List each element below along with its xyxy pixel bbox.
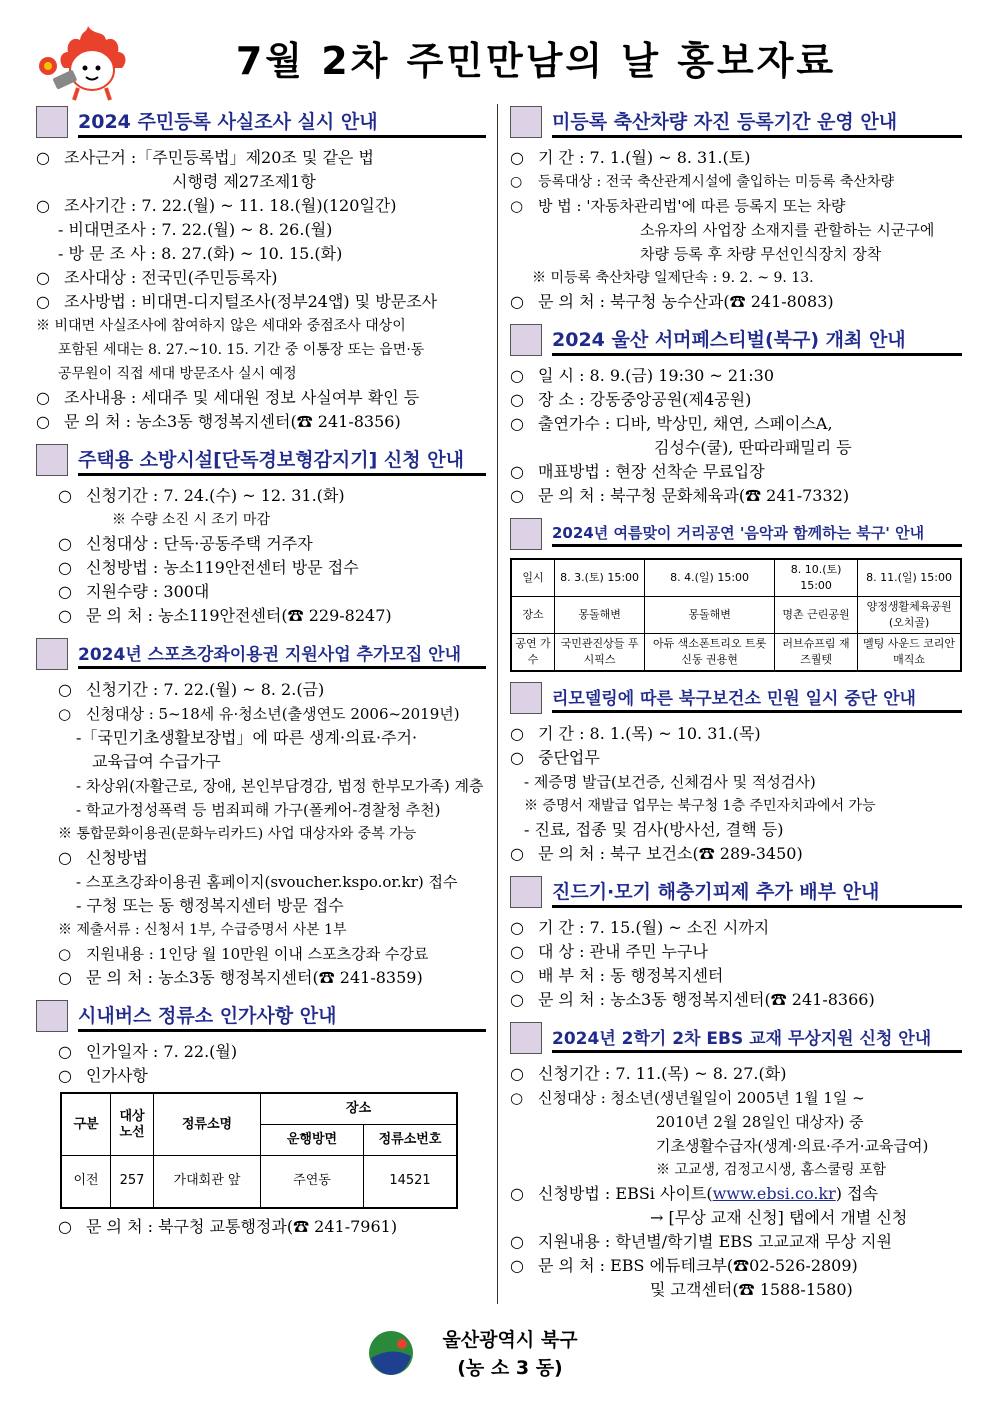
bullet-icon: ○ <box>510 748 524 767</box>
bullet-icon: ○ <box>58 1042 72 1061</box>
bullet-icon: ○ <box>510 844 524 863</box>
section-fire-detector <box>36 442 486 628</box>
info-line: 김성수(쿨), 딴따라패밀리 등 <box>654 438 852 457</box>
section-street-performance <box>510 516 962 672</box>
note-line: ※ 증명서 재발급 업무는 북구청 1층 주민자치과에서 가능 <box>524 798 876 814</box>
info-line: ○ 일 시 : 8. 9.(금) 19:30 ~ 21:30 <box>510 364 962 388</box>
table-cell: 러브슈프림 재즈퀄텟 <box>774 634 857 672</box>
info-line: ○ 장 소 : 강동중앙공원(제4공원) <box>510 388 962 412</box>
footer-org <box>420 1326 600 1382</box>
section-livestock-vehicle <box>510 104 962 314</box>
bullet-icon: ○ <box>510 390 524 409</box>
section-title: 2024년 스포츠강좌이용권 지원사업 추가모집 안내 <box>78 640 486 669</box>
bullet-icon: ○ <box>510 414 524 433</box>
table-cell: 가대회관 앞 <box>154 1156 261 1208</box>
right-column <box>510 100 962 1310</box>
info-line: ○ 신청대상 : 5~18세 유·청소년(출생연도 2006~2019년) <box>36 702 486 726</box>
bullet-icon: ○ <box>510 942 524 961</box>
info-line: ○ 출연가수 : 디바, 박상민, 채연, 스페이스A, <box>510 412 962 436</box>
note-line: ※ 비대면 사실조사에 참여하지 않은 세대와 중점조사 대상이 <box>36 318 406 334</box>
info-line: ○ 신청기간 : 7. 24.(수) ~ 12. 31.(화) <box>36 484 486 508</box>
footer-dong-name: (농 소 3 동) <box>457 1357 563 1379</box>
section-header <box>510 516 962 552</box>
bullet-icon: ○ <box>58 582 72 601</box>
bullet-icon: ○ <box>510 966 524 985</box>
contact-line: ○ 문 의 처 : 농소3동 행정복지센터(☎ 241-8356) <box>36 410 486 434</box>
section-marker <box>510 324 542 356</box>
info-line: ○ 대 상 : 관내 주민 누구나 <box>510 940 962 964</box>
bullet-icon: ○ <box>58 705 72 723</box>
info-line: ○ 인가사항 <box>36 1064 486 1088</box>
table-header: 정류소명 <box>154 1093 261 1156</box>
bullet-icon: ○ <box>58 486 72 505</box>
info-line: 차량 등록 후 차량 무선인식장치 장착 <box>640 245 882 263</box>
info-line: - 구청 또는 동 행정복지센터 방문 접수 <box>76 896 344 915</box>
note-line: ※ 미등록 축산차량 일제단속 : 9. 2. ~ 9. 13. <box>532 270 814 286</box>
info-line: ○ 신청방법 : 농소119안전센터 방문 접수 <box>36 556 486 580</box>
section-marker <box>36 444 68 476</box>
bullet-icon: ○ <box>58 1066 72 1085</box>
table-cell: 양정생활체육공원 (오치골) <box>858 597 961 634</box>
table-cell: 8. 11.(일) 15:00 <box>858 559 961 597</box>
info-line: - 스포츠강좌이용권 홈페이지(svoucher.kspo.or.kr) 접수 <box>76 873 458 891</box>
note-line: ※ 고교생, 검정고시생, 홈스쿨링 포함 <box>656 1162 887 1178</box>
section-marker <box>510 518 542 550</box>
info-line: → [무상 교재 신청] 탭에서 개별 신청 <box>650 1208 908 1227</box>
table-cell: 주연동 <box>261 1156 364 1208</box>
table-cell: 명촌 근린공원 <box>774 597 857 634</box>
section-marker <box>510 1022 542 1054</box>
section-marker <box>510 106 542 138</box>
bullet-icon: ○ <box>58 945 72 963</box>
mascot-icon <box>34 22 142 102</box>
table-cell: 몽돌해변 <box>645 597 775 634</box>
bullet-icon: ○ <box>510 1089 524 1107</box>
table-cell: 아듀 색소폰트리오 트롯신동 권용현 <box>645 634 775 672</box>
bullet-icon: ○ <box>58 680 72 699</box>
note-line: ※ 제출서류 : 신청서 1부, 수급증명서 사본 1부 <box>58 922 347 938</box>
contact-line: 및 고객센터(☎ 1588-1580) <box>650 1280 853 1299</box>
table-cell: 8. 3.(토) 15:00 <box>555 559 645 597</box>
section-title: 미등록 축산차량 자진 등록기간 운영 안내 <box>552 107 962 138</box>
bullet-icon: ○ <box>510 197 524 215</box>
section-marker <box>510 682 542 714</box>
section-marker <box>510 876 542 908</box>
section-insect-repellent <box>510 874 962 1012</box>
info-line: -「국민기초생활보장법」에 따른 생계·의료·주거· <box>76 728 418 747</box>
section-sports-voucher <box>36 636 486 990</box>
info-line: - 학교가정성폭력 등 범죄피해 가구(폴케어-경찰청 추천) <box>76 801 441 819</box>
bullet-icon: ○ <box>36 196 50 215</box>
contact-line: ○ 문 의 처 : 북구청 문화체육과(☎ 241-7332) <box>510 484 962 508</box>
table-header: 장소 <box>261 1093 458 1125</box>
contact-line: ○ 문 의 처 : 농소3동 행정복지센터(☎ 241-8359) <box>36 966 486 990</box>
table-header: 정류소번호 <box>364 1125 458 1156</box>
info-line: ○ 중단업무 <box>510 746 962 770</box>
contact-line: ○ 문 의 처 : EBS 에듀테크부(☎02-526-2809) <box>510 1254 962 1278</box>
info-line: - 제증명 발급(보건증, 신체검사 및 적성검사) <box>524 773 816 791</box>
table-header: 구분 <box>61 1093 111 1156</box>
bullet-icon: ○ <box>58 968 72 987</box>
table-header: 운행방면 <box>261 1125 364 1156</box>
table-cell: 멜팅 사운드 코리안 매직쇼 <box>858 634 961 672</box>
note-line: 공무원이 직접 세대 방문조사 실시 예정 <box>58 366 297 382</box>
contact-line: ○ 문 의 처 : 북구청 농수산과(☎ 241-8083) <box>510 290 962 314</box>
bullet-icon: ○ <box>36 388 50 407</box>
left-column <box>36 100 486 1247</box>
table-header: 일시 <box>511 559 555 597</box>
bullet-icon: ○ <box>510 990 524 1009</box>
section-header <box>510 1020 962 1056</box>
bullet-icon: ○ <box>58 1216 72 1236</box>
bullet-icon: ○ <box>510 174 523 190</box>
bus-stop-table <box>60 1092 458 1209</box>
info-line: 교육급여 수급가구 <box>92 752 221 771</box>
info-line: 소유자의 사업장 소재지를 관할하는 시군구에 <box>640 221 935 239</box>
bullet-icon: ○ <box>510 292 524 311</box>
contact-line: ○ 문 의 처 : 농소3동 행정복지센터(☎ 241-8366) <box>510 988 962 1012</box>
bullet-icon: ○ <box>58 558 72 577</box>
contact-line: ○ 문 의 처 : 북구청 교통행정과(☎ 241-7961) <box>36 1215 486 1239</box>
bullet-icon: ○ <box>510 366 524 385</box>
table-header: 공연 가수 <box>511 634 555 672</box>
info-line: ○ 배 부 처 : 동 행정복지센터 <box>510 964 962 988</box>
note-line: ※ 통합문화이용권(문화누리카드) 사업 대상자와 중복 가능 <box>58 826 417 842</box>
info-line: ○ 지원내용 : 학년별/학기별 EBS 고교교재 무상 지원 <box>510 1230 962 1254</box>
info-line: ○ 방 법 : '자동차관리법'에 따른 등록지 또는 차량 <box>510 194 962 218</box>
info-line: ○ 매표방법 : 현장 선착순 무료입장 <box>510 460 962 484</box>
bullet-icon: ○ <box>510 1256 524 1275</box>
info-line: ○ 조사근거 :「주민등록법」제20조 및 같은 법 <box>36 146 486 170</box>
info-line: ○ 지원내용 : 1인당 월 10만원 이내 스포츠강좌 수강료 <box>36 942 486 966</box>
info-line: ○ 신청기간 : 7. 11.(목) ~ 8. 27.(화) <box>510 1062 962 1086</box>
bullet-icon: ○ <box>510 724 524 743</box>
column-divider <box>497 104 498 1304</box>
section-title: 2024 주민등록 사실조사 실시 안내 <box>78 107 486 138</box>
section-header <box>510 322 962 358</box>
page-title: 7월 2차 주민만남의 날 홍보자료 <box>235 39 837 83</box>
info-line: 기초생활수급자(생계·의료·주거·교육급여) <box>656 1137 929 1155</box>
section-summer-festival <box>510 322 962 508</box>
info-line: - 진료, 접종 및 검사(방사선, 결핵 등) <box>524 820 784 839</box>
bullet-icon: ○ <box>58 848 72 867</box>
section-header <box>510 680 962 716</box>
section-title: 주택용 소방시설[단독경보형감지기] 신청 안내 <box>78 445 486 476</box>
info-line: ○ 신청기간 : 7. 22.(월) ~ 8. 2.(금) <box>36 678 486 702</box>
info-line: ○ 신청방법 : EBSi 사이트(www.ebsi.co.kr) 접속 <box>510 1182 962 1206</box>
section-header <box>510 104 962 140</box>
performance-table <box>510 558 962 672</box>
bullet-icon: ○ <box>58 534 72 553</box>
info-line: - 방 문 조 사 : 8. 27.(화) ~ 10. 15.(화) <box>58 244 343 263</box>
bullet-icon: ○ <box>510 462 524 481</box>
table-header: 장소 <box>511 597 555 634</box>
info-line: ○ 신청대상 : 단독·공동주택 거주자 <box>36 532 486 556</box>
bullet-icon: ○ <box>510 1184 524 1203</box>
info-line: ○ 조사대상 : 전국민(주민등록자) <box>36 266 486 290</box>
info-line: - 차상위(자활근로, 장애, 본인부담경감, 법정 한부모가족) 계층 <box>76 777 484 795</box>
info-line: ○ 인가일자 : 7. 22.(월) <box>36 1040 486 1064</box>
bullet-icon: ○ <box>36 148 50 167</box>
table-cell: 14521 <box>364 1156 458 1208</box>
info-line: ○ 신청대상 : 청소년(생년월일이 2005년 1월 1일 ~ <box>510 1086 962 1110</box>
bullet-icon: ○ <box>58 606 72 625</box>
table-cell: 이전 <box>61 1156 111 1208</box>
note-line: ※ 수량 소진 시 조기 마감 <box>112 512 270 528</box>
info-line: 2010년 2월 28일인 대상자) 중 <box>656 1113 864 1131</box>
contact-line: ○ 문 의 처 : 농소119안전센터(☎ 229-8247) <box>36 604 486 628</box>
info-line: ○ 조사방법 : 비대면-디지털조사(정부24앱) 및 방문조사 <box>36 290 486 314</box>
bullet-icon: ○ <box>510 918 524 937</box>
section-title: 리모델링에 따른 북구보건소 민원 일시 중단 안내 <box>552 684 962 713</box>
bullet-icon: ○ <box>36 268 50 287</box>
bullet-icon: ○ <box>36 412 50 431</box>
table-row <box>511 597 961 634</box>
ebsi-link[interactable]: www.ebsi.co.kr <box>712 1184 836 1203</box>
info-line: ○ 지원수량 : 300대 <box>36 580 486 604</box>
section-header <box>510 874 962 910</box>
section-title: 2024년 여름맞이 거리공연 '음악과 함께하는 북구' 안내 <box>552 522 962 547</box>
section-header <box>36 636 486 672</box>
table-cell: 8. 4.(일) 15:00 <box>645 559 775 597</box>
section-title: 시내버스 정류소 인가사항 안내 <box>78 1001 486 1032</box>
footer-org-name: 울산광역시 북구 <box>442 1329 578 1351</box>
table-cell: 몽돌해변 <box>555 597 645 634</box>
bullet-icon: ○ <box>510 1064 524 1083</box>
table-cell: 8. 10.(토) 15:00 <box>774 559 857 597</box>
table-row <box>511 634 961 672</box>
contact-line: ○ 문 의 처 : 북구 보건소(☎ 289-3450) <box>510 842 962 866</box>
bullet-icon: ○ <box>510 486 524 505</box>
section-header <box>36 442 486 478</box>
bukgu-logo-icon <box>366 1328 416 1378</box>
info-line: ○ 기 간 : 7. 15.(월) ~ 소진 시까지 <box>510 916 962 940</box>
section-bus-stop <box>36 998 486 1239</box>
table-row <box>61 1156 457 1208</box>
section-marker <box>36 106 68 138</box>
section-title: 2024년 2학기 2차 EBS 교재 무상지원 신청 안내 <box>552 1024 962 1053</box>
section-resident-registration <box>36 104 486 434</box>
section-health-center <box>510 680 962 866</box>
table-cell: 257 <box>111 1156 154 1208</box>
section-header <box>36 998 486 1034</box>
section-marker <box>36 1000 68 1032</box>
section-ebs-textbook <box>510 1020 962 1302</box>
bullet-icon: ○ <box>36 292 50 311</box>
info-line: ○ 기 간 : 8. 1.(목) ~ 10. 31.(목) <box>510 722 962 746</box>
section-marker <box>36 638 68 670</box>
table-header: 대상 노선 <box>111 1093 154 1156</box>
info-line: ○ 등록대상 : 전국 축산관계시설에 출입하는 미등록 축산차량 <box>510 170 962 194</box>
note-line: 포함된 세대는 8. 27.~10. 15. 기간 중 이통장 또는 읍면·동 <box>58 342 425 358</box>
section-title: 2024 울산 서머페스티벌(북구) 개최 안내 <box>552 325 962 356</box>
table-cell: 국민관진상들 푸시픽스 <box>555 634 645 672</box>
info-line: ○ 기 간 : 7. 1.(월) ~ 8. 31.(토) <box>510 146 962 170</box>
bullet-icon: ○ <box>510 1232 524 1251</box>
info-line: 시행령 제27조제1항 <box>172 172 316 191</box>
info-line: ○ 조사내용 : 세대주 및 세대원 정보 사실여부 확인 등 <box>36 386 486 410</box>
info-line: - 비대면조사 : 7. 22.(월) ~ 8. 26.(월) <box>58 220 333 239</box>
section-title: 진드기·모기 해충기피제 추가 배부 안내 <box>552 877 962 908</box>
info-line: ○ 조사기간 : 7. 22.(월) ~ 11. 18.(월)(120일간) <box>36 194 486 218</box>
section-header <box>36 104 486 140</box>
info-line: ○ 신청방법 <box>36 846 486 870</box>
table-row <box>511 559 961 597</box>
bullet-icon: ○ <box>510 148 524 167</box>
